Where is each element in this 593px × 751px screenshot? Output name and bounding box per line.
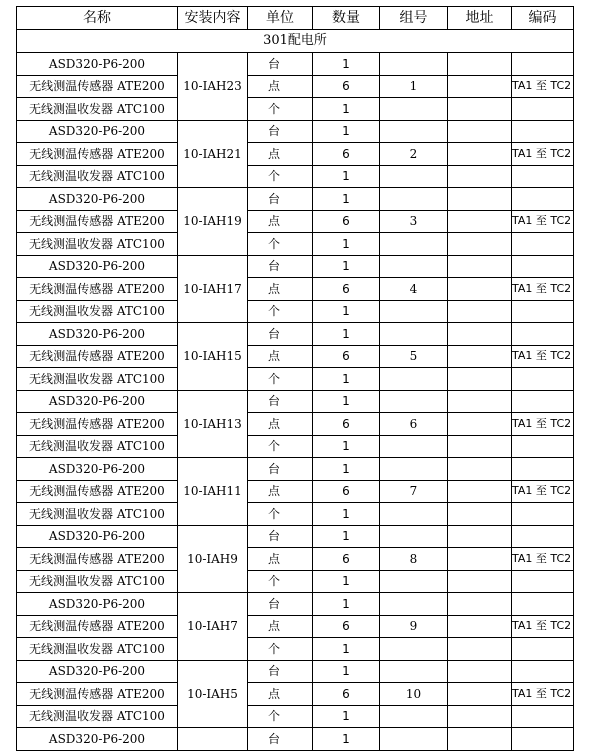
unit-cell: 台 (248, 323, 313, 346)
install-location-cell: 10-IAH21 (178, 120, 248, 188)
group-number-cell (380, 368, 448, 391)
unit-cell: 台 (248, 728, 313, 751)
code-cell: TA1 至 TC2 (512, 615, 574, 638)
quantity-cell: 1 (313, 638, 380, 661)
table-row (17, 660, 574, 683)
code-cell (512, 593, 574, 616)
address-cell (448, 53, 512, 76)
item-name-cell: 无线测温传感器 ATE200 (17, 278, 178, 301)
quantity-cell: 1 (313, 660, 380, 683)
address-cell (448, 638, 512, 661)
install-location-cell: 10-IAH15 (178, 323, 248, 391)
install-location-cell: 10-IAH11 (178, 458, 248, 526)
group-number-cell: 9 (380, 615, 448, 638)
quantity-cell: 1 (313, 300, 380, 323)
code-cell (512, 458, 574, 481)
code-cell: TA1 至 TC2 (512, 413, 574, 436)
address-cell (448, 300, 512, 323)
group-number-cell (380, 390, 448, 413)
address-cell (448, 480, 512, 503)
item-name-cell: 无线测温传感器 ATE200 (17, 143, 178, 166)
unit-cell: 点 (248, 75, 313, 98)
code-cell (512, 368, 574, 391)
code-cell: TA1 至 TC2 (512, 345, 574, 368)
quantity-cell: 1 (313, 255, 380, 278)
code-cell (512, 728, 574, 751)
code-cell (512, 705, 574, 728)
unit-cell: 个 (248, 233, 313, 256)
unit-cell: 台 (248, 660, 313, 683)
quantity-cell: 1 (313, 570, 380, 593)
group-number-cell (380, 255, 448, 278)
address-cell (448, 210, 512, 233)
equipment-table-sheet (16, 6, 574, 751)
address-cell (448, 413, 512, 436)
table-row (17, 435, 574, 458)
group-number-cell (380, 728, 448, 751)
install-location-cell: 10-IAH9 (178, 525, 248, 593)
unit-cell: 点 (248, 480, 313, 503)
quantity-cell: 6 (313, 143, 380, 166)
group-number-cell (380, 120, 448, 143)
quantity-cell: 6 (313, 210, 380, 233)
code-cell (512, 638, 574, 661)
unit-cell: 个 (248, 165, 313, 188)
unit-cell: 台 (248, 390, 313, 413)
table-row (17, 278, 574, 301)
code-cell (512, 300, 574, 323)
group-number-cell (380, 435, 448, 458)
table-row (17, 705, 574, 728)
code-cell (512, 390, 574, 413)
item-name-cell: 无线测温收发器 ATC100 (17, 570, 178, 593)
item-name-cell: 无线测温收发器 ATC100 (17, 300, 178, 323)
group-number-cell: 7 (380, 480, 448, 503)
unit-cell: 个 (248, 368, 313, 391)
table-row (17, 593, 574, 616)
group-number-cell (380, 503, 448, 526)
table-row (17, 75, 574, 98)
address-cell (448, 188, 512, 211)
unit-cell: 台 (248, 188, 313, 211)
item-name-cell: 无线测温收发器 ATC100 (17, 165, 178, 188)
table-body (17, 30, 574, 751)
quantity-cell: 6 (313, 75, 380, 98)
code-cell: TA1 至 TC2 (512, 480, 574, 503)
table-row (17, 143, 574, 166)
table-row (17, 233, 574, 256)
item-name-cell: ASD320-P6-200 (17, 390, 178, 413)
code-cell (512, 120, 574, 143)
address-cell (448, 660, 512, 683)
header-row (17, 7, 574, 30)
table-row (17, 683, 574, 706)
unit-cell: 台 (248, 255, 313, 278)
item-name-cell: 无线测温传感器 ATE200 (17, 480, 178, 503)
table-row (17, 570, 574, 593)
unit-cell: 个 (248, 638, 313, 661)
address-cell (448, 705, 512, 728)
table-row (17, 255, 574, 278)
code-cell (512, 323, 574, 346)
item-name-cell: 无线测温传感器 ATE200 (17, 548, 178, 571)
group-number-cell: 2 (380, 143, 448, 166)
table-row (17, 300, 574, 323)
table-row (17, 120, 574, 143)
quantity-cell: 1 (313, 323, 380, 346)
address-cell (448, 120, 512, 143)
header-address: 地址 (448, 7, 512, 30)
unit-cell: 点 (248, 683, 313, 706)
address-cell (448, 593, 512, 616)
header-unit: 单位 (248, 7, 313, 30)
address-cell (448, 165, 512, 188)
table-row (17, 188, 574, 211)
address-cell (448, 390, 512, 413)
unit-cell: 个 (248, 705, 313, 728)
group-number-cell: 10 (380, 683, 448, 706)
item-name-cell: ASD320-P6-200 (17, 660, 178, 683)
item-name-cell: 无线测温传感器 ATE200 (17, 75, 178, 98)
table-row (17, 323, 574, 346)
table-row (17, 165, 574, 188)
address-cell (448, 458, 512, 481)
address-cell (448, 75, 512, 98)
quantity-cell: 6 (313, 615, 380, 638)
item-name-cell: 无线测温收发器 ATC100 (17, 503, 178, 526)
section-row (17, 30, 574, 53)
address-cell (448, 233, 512, 256)
quantity-cell: 6 (313, 683, 380, 706)
table-row (17, 390, 574, 413)
table-row (17, 503, 574, 526)
quantity-cell: 1 (313, 525, 380, 548)
item-name-cell: ASD320-P6-200 (17, 120, 178, 143)
code-cell (512, 165, 574, 188)
unit-cell: 个 (248, 570, 313, 593)
header-code: 编码 (512, 7, 574, 30)
table-row (17, 638, 574, 661)
quantity-cell: 1 (313, 593, 380, 616)
item-name-cell: 无线测温收发器 ATC100 (17, 705, 178, 728)
quantity-cell: 1 (313, 188, 380, 211)
section-title: 301配电所 (17, 30, 574, 53)
item-name-cell: 无线测温收发器 ATC100 (17, 638, 178, 661)
item-name-cell: ASD320-P6-200 (17, 188, 178, 211)
table-row (17, 480, 574, 503)
install-location-cell: 10-IAH19 (178, 188, 248, 256)
table-row (17, 210, 574, 233)
table-row (17, 728, 574, 751)
group-number-cell (380, 638, 448, 661)
address-cell (448, 728, 512, 751)
equipment-table (16, 6, 574, 751)
item-name-cell: ASD320-P6-200 (17, 525, 178, 548)
install-location-cell (178, 728, 248, 751)
item-name-cell: 无线测温收发器 ATC100 (17, 98, 178, 121)
unit-cell: 点 (248, 278, 313, 301)
unit-cell: 点 (248, 143, 313, 166)
table-row (17, 525, 574, 548)
item-name-cell: ASD320-P6-200 (17, 53, 178, 76)
install-location-cell: 10-IAH5 (178, 660, 248, 728)
header-name: 名称 (17, 7, 178, 30)
header-quantity: 数量 (313, 7, 380, 30)
table-row (17, 458, 574, 481)
address-cell (448, 345, 512, 368)
quantity-cell: 6 (313, 278, 380, 301)
group-number-cell (380, 570, 448, 593)
quantity-cell: 1 (313, 120, 380, 143)
address-cell (448, 368, 512, 391)
address-cell (448, 435, 512, 458)
address-cell (448, 570, 512, 593)
code-cell (512, 435, 574, 458)
group-number-cell (380, 233, 448, 256)
install-location-cell: 10-IAH23 (178, 53, 248, 121)
address-cell (448, 503, 512, 526)
table-row (17, 368, 574, 391)
unit-cell: 台 (248, 593, 313, 616)
table-row (17, 615, 574, 638)
code-cell (512, 233, 574, 256)
quantity-cell: 1 (313, 390, 380, 413)
unit-cell: 台 (248, 458, 313, 481)
group-number-cell (380, 458, 448, 481)
code-cell (512, 53, 574, 76)
quantity-cell: 1 (313, 53, 380, 76)
quantity-cell: 6 (313, 345, 380, 368)
table-row (17, 548, 574, 571)
group-number-cell (380, 593, 448, 616)
quantity-cell: 1 (313, 458, 380, 481)
group-number-cell (380, 705, 448, 728)
quantity-cell: 1 (313, 165, 380, 188)
unit-cell: 点 (248, 413, 313, 436)
install-location-cell: 10-IAH7 (178, 593, 248, 661)
quantity-cell: 1 (313, 435, 380, 458)
group-number-cell (380, 323, 448, 346)
unit-cell: 点 (248, 210, 313, 233)
group-number-cell (380, 53, 448, 76)
code-cell: TA1 至 TC2 (512, 75, 574, 98)
item-name-cell: ASD320-P6-200 (17, 323, 178, 346)
item-name-cell: 无线测温传感器 ATE200 (17, 210, 178, 233)
item-name-cell: ASD320-P6-200 (17, 593, 178, 616)
group-number-cell (380, 525, 448, 548)
address-cell (448, 683, 512, 706)
code-cell (512, 660, 574, 683)
table-row (17, 413, 574, 436)
unit-cell: 个 (248, 435, 313, 458)
item-name-cell: ASD320-P6-200 (17, 255, 178, 278)
unit-cell: 台 (248, 120, 313, 143)
header-install-content: 安装内容 (178, 7, 248, 30)
item-name-cell: 无线测温传感器 ATE200 (17, 683, 178, 706)
unit-cell: 个 (248, 300, 313, 323)
group-number-cell: 5 (380, 345, 448, 368)
group-number-cell: 4 (380, 278, 448, 301)
table-row (17, 98, 574, 121)
unit-cell: 个 (248, 503, 313, 526)
unit-cell: 点 (248, 548, 313, 571)
code-cell (512, 188, 574, 211)
address-cell (448, 143, 512, 166)
unit-cell: 点 (248, 615, 313, 638)
item-name-cell: ASD320-P6-200 (17, 728, 178, 751)
group-number-cell (380, 165, 448, 188)
group-number-cell: 8 (380, 548, 448, 571)
unit-cell: 点 (248, 345, 313, 368)
unit-cell: 台 (248, 525, 313, 548)
address-cell (448, 525, 512, 548)
item-name-cell: 无线测温收发器 ATC100 (17, 435, 178, 458)
install-location-cell: 10-IAH13 (178, 390, 248, 458)
quantity-cell: 6 (313, 548, 380, 571)
item-name-cell: 无线测温传感器 ATE200 (17, 413, 178, 436)
unit-cell: 台 (248, 53, 313, 76)
address-cell (448, 323, 512, 346)
table-row (17, 345, 574, 368)
quantity-cell: 1 (313, 503, 380, 526)
install-location-cell: 10-IAH17 (178, 255, 248, 323)
table-row (17, 53, 574, 76)
group-number-cell: 6 (380, 413, 448, 436)
group-number-cell: 3 (380, 210, 448, 233)
address-cell (448, 548, 512, 571)
item-name-cell: ASD320-P6-200 (17, 458, 178, 481)
group-number-cell: 1 (380, 75, 448, 98)
quantity-cell: 1 (313, 728, 380, 751)
code-cell: TA1 至 TC2 (512, 278, 574, 301)
group-number-cell (380, 660, 448, 683)
code-cell: TA1 至 TC2 (512, 548, 574, 571)
address-cell (448, 615, 512, 638)
quantity-cell: 1 (313, 98, 380, 121)
quantity-cell: 1 (313, 233, 380, 256)
quantity-cell: 6 (313, 480, 380, 503)
group-number-cell (380, 98, 448, 121)
item-name-cell: 无线测温传感器 ATE200 (17, 615, 178, 638)
code-cell: TA1 至 TC2 (512, 210, 574, 233)
group-number-cell (380, 300, 448, 323)
code-cell: TA1 至 TC2 (512, 143, 574, 166)
address-cell (448, 255, 512, 278)
code-cell (512, 570, 574, 593)
item-name-cell: 无线测温收发器 ATC100 (17, 233, 178, 256)
address-cell (448, 278, 512, 301)
code-cell: TA1 至 TC2 (512, 683, 574, 706)
address-cell (448, 98, 512, 121)
code-cell (512, 503, 574, 526)
header-group-number: 组号 (380, 7, 448, 30)
code-cell (512, 98, 574, 121)
item-name-cell: 无线测温传感器 ATE200 (17, 345, 178, 368)
quantity-cell: 1 (313, 705, 380, 728)
item-name-cell: 无线测温收发器 ATC100 (17, 368, 178, 391)
quantity-cell: 6 (313, 413, 380, 436)
unit-cell: 个 (248, 98, 313, 121)
quantity-cell: 1 (313, 368, 380, 391)
code-cell (512, 525, 574, 548)
group-number-cell (380, 188, 448, 211)
code-cell (512, 255, 574, 278)
